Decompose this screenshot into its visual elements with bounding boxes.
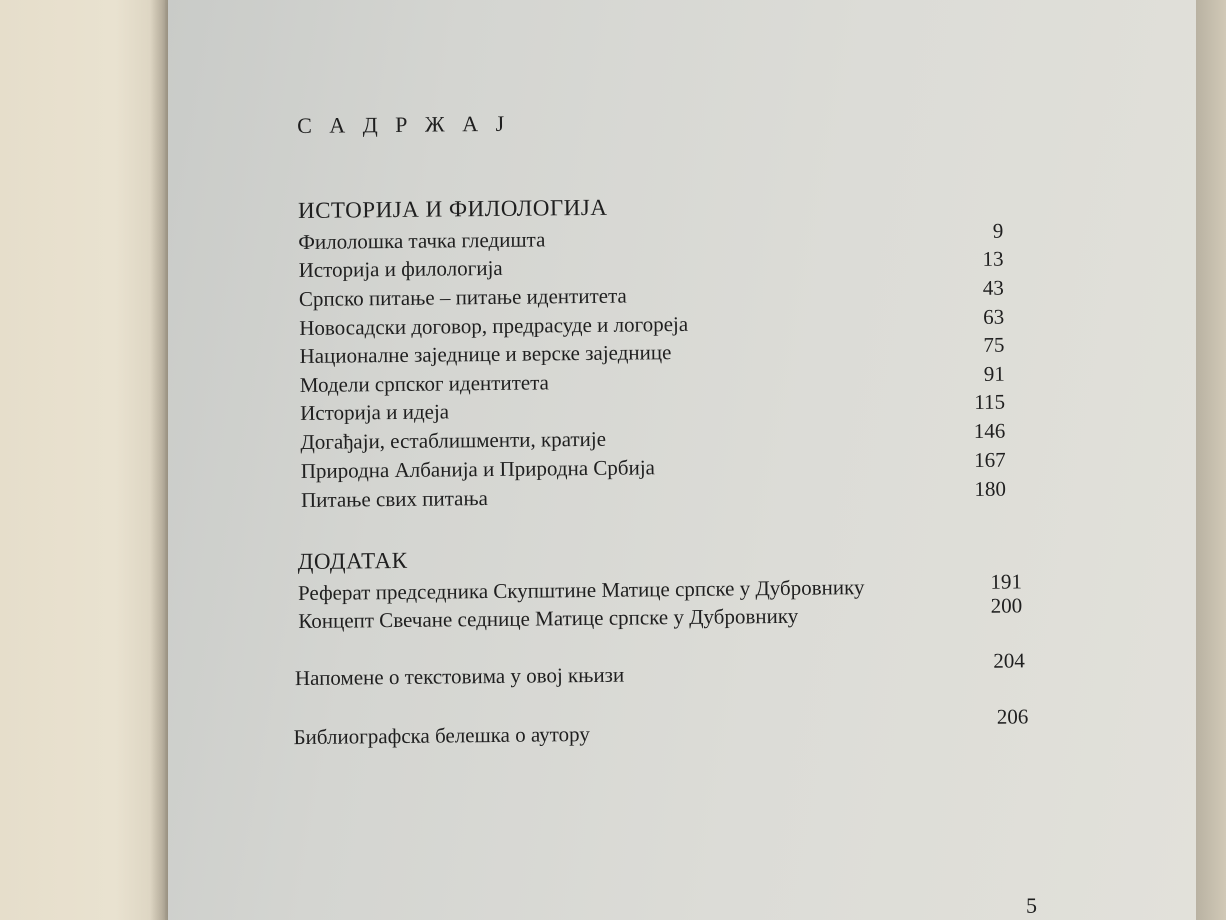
- toc-page-number: 115: [974, 389, 1006, 414]
- toc-page-number: 63: [983, 304, 1005, 329]
- toc-page-number: 204: [993, 648, 1025, 673]
- toc-entry: Природна Албанија и Природна Србија: [300, 455, 656, 483]
- toc-page-number: 180: [974, 476, 1007, 501]
- section-title-appendix: ДОДАТАК: [297, 547, 408, 575]
- toc-entry: Догађаји, естаблишменти, кратије: [300, 426, 607, 454]
- toc-entry: Српско питање – питање идентитета: [298, 283, 627, 312]
- toc-page-number: 75: [983, 332, 1005, 357]
- toc-entry: Новосадски договор, предрасуде и логореја: [299, 311, 689, 341]
- toc-entry: Питање свих питања: [300, 486, 489, 512]
- section-title-history: ИСТОРИЈА И ФИЛОЛОГИЈА: [297, 194, 608, 224]
- toc-page-number: 191: [990, 569, 1023, 594]
- toc-entry: Историја и идеја: [300, 399, 450, 425]
- toc-entry: Напомене о текстовима у овој књизи: [294, 662, 625, 691]
- toc-entry: Реферат председника Скупштине Матице српске у Дубровнику: [297, 575, 865, 606]
- toc-page-number: 43: [982, 275, 1004, 300]
- contents-heading: С А Д Р Ж А Ј: [296, 110, 511, 139]
- toc-entry: Концепт Свечане седнице Матице српске у Дубровнику: [298, 603, 799, 634]
- toc-entry: Историја и филологија: [298, 255, 503, 283]
- toc-page-number: 9: [992, 218, 1004, 243]
- toc-page-number: 200: [990, 593, 1023, 618]
- toc-entry: Библиографска белешка о аутору: [293, 721, 590, 750]
- folio-page-number: 5: [1026, 893, 1037, 918]
- toc-page-number: 146: [973, 418, 1006, 443]
- toc-page-number: 167: [974, 447, 1006, 472]
- toc-page-number: 206: [996, 704, 1029, 729]
- toc-page-number: 91: [983, 361, 1005, 386]
- toc-entry: Филолошка тачка гледишта: [298, 227, 546, 255]
- toc-entry: Модели српског идентитета: [299, 370, 550, 398]
- toc-page-number: 13: [982, 246, 1004, 271]
- toc-entry: Националне заједнице и верске заједнице: [299, 340, 672, 369]
